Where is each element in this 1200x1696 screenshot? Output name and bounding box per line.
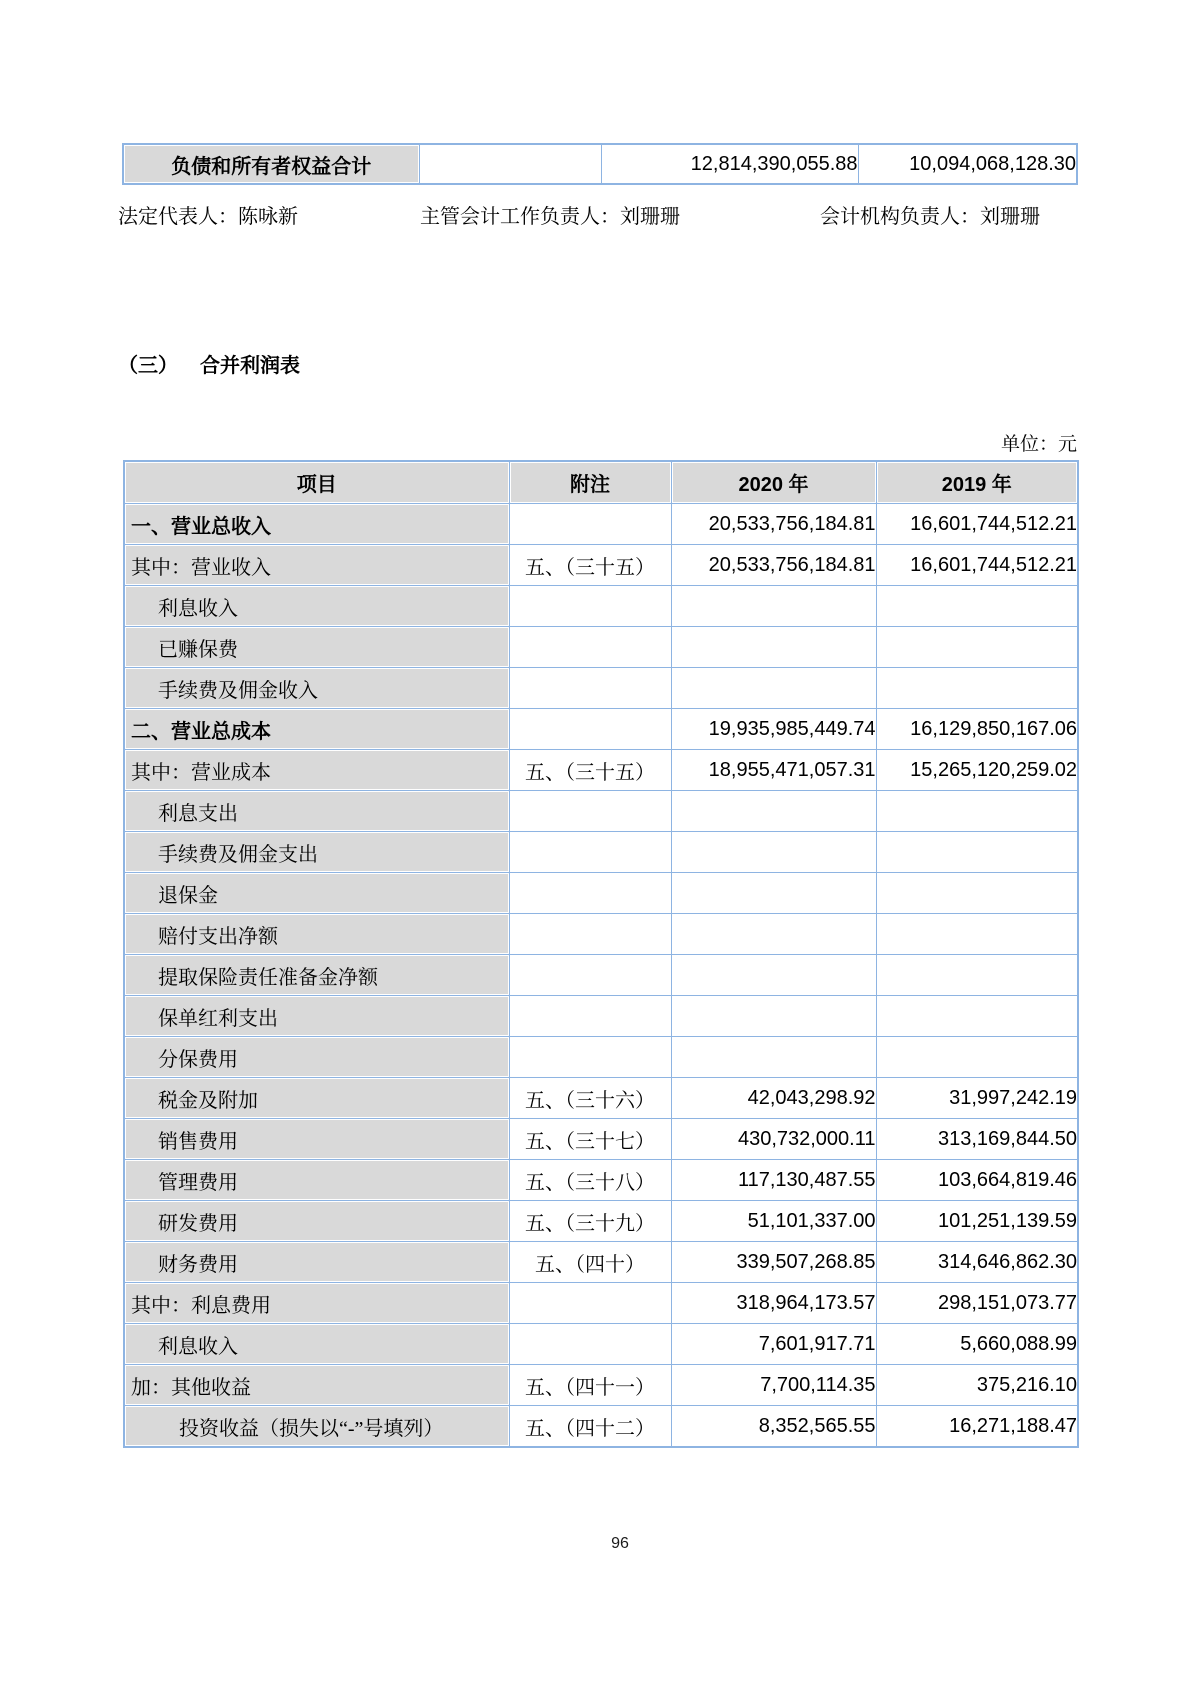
row-2019-value bbox=[876, 627, 1078, 668]
row-2019-value bbox=[876, 873, 1078, 914]
row-item-label: 二、营业总成本 bbox=[124, 709, 509, 750]
row-note bbox=[509, 873, 671, 914]
row-note: 五、（三十五） bbox=[509, 545, 671, 586]
row-note bbox=[509, 1324, 671, 1365]
income-statement-header-row bbox=[124, 461, 1078, 504]
row-note bbox=[509, 1283, 671, 1324]
row-2020-value bbox=[671, 914, 876, 955]
row-item-label: 已赚保费 bbox=[124, 627, 509, 668]
row-2019-value: 16,129,850,167.06 bbox=[876, 709, 1078, 750]
row-2019-value bbox=[876, 832, 1078, 873]
row-note bbox=[509, 627, 671, 668]
page-number: 96 bbox=[611, 1535, 629, 1552]
income-statement-row bbox=[124, 504, 1078, 545]
column-header-item: 项目 bbox=[124, 461, 509, 504]
row-2020-value: 318,964,173.57 bbox=[671, 1283, 876, 1324]
unit-label: 单位：元 bbox=[1000, 434, 1077, 455]
total-row-item: 负债和所有者权益合计 bbox=[123, 144, 419, 184]
row-item-label: 研发费用 bbox=[124, 1201, 509, 1242]
row-item-label: 加：其他收益 bbox=[124, 1365, 509, 1406]
income-statement-row bbox=[124, 545, 1078, 586]
row-note: 五、（三十五） bbox=[509, 750, 671, 791]
row-note bbox=[509, 504, 671, 545]
column-header-note: 附注 bbox=[509, 461, 671, 504]
row-2019-value bbox=[876, 668, 1078, 709]
row-note bbox=[509, 1037, 671, 1078]
income-statement-row bbox=[124, 709, 1078, 750]
row-note: 五、（四十二） bbox=[509, 1406, 671, 1448]
income-statement-row bbox=[124, 955, 1078, 996]
row-note bbox=[509, 996, 671, 1037]
row-2019-value bbox=[876, 914, 1078, 955]
row-2020-value bbox=[671, 791, 876, 832]
row-item-label: 分保费用 bbox=[124, 1037, 509, 1078]
income-statement-row bbox=[124, 668, 1078, 709]
row-2020-value: 51,101,337.00 bbox=[671, 1201, 876, 1242]
row-item-label: 手续费及佣金支出 bbox=[124, 832, 509, 873]
income-statement-row bbox=[124, 832, 1078, 873]
row-2020-value bbox=[671, 955, 876, 996]
total-row-2020-value: 12,814,390,055.88 bbox=[601, 144, 858, 184]
row-item-label: 税金及附加 bbox=[124, 1078, 509, 1119]
row-2020-value bbox=[671, 668, 876, 709]
row-2019-value: 16,601,744,512.21 bbox=[876, 504, 1078, 545]
row-2020-value: 339,507,268.85 bbox=[671, 1242, 876, 1283]
row-2020-value: 20,533,756,184.81 bbox=[671, 504, 876, 545]
row-2019-value: 31,997,242.19 bbox=[876, 1078, 1078, 1119]
row-2020-value: 42,043,298.92 bbox=[671, 1078, 876, 1119]
row-item-label: 赔付支出净额 bbox=[124, 914, 509, 955]
row-2020-value: 430,732,000.11 bbox=[671, 1119, 876, 1160]
income-statement-row bbox=[124, 1283, 1078, 1324]
income-statement-row bbox=[124, 996, 1078, 1037]
row-2020-value bbox=[671, 996, 876, 1037]
row-item-label: 保单红利支出 bbox=[124, 996, 509, 1037]
row-2019-value: 314,646,862.30 bbox=[876, 1242, 1078, 1283]
row-note bbox=[509, 709, 671, 750]
row-note bbox=[509, 586, 671, 627]
income-statement-row bbox=[124, 914, 1078, 955]
income-statement-row bbox=[124, 1119, 1078, 1160]
income-statement-row bbox=[124, 1078, 1078, 1119]
row-2019-value: 16,271,188.47 bbox=[876, 1406, 1078, 1448]
row-item-label: 管理费用 bbox=[124, 1160, 509, 1201]
row-2020-value: 20,533,756,184.81 bbox=[671, 545, 876, 586]
row-item-label: 投资收益（损失以“-”号填列） bbox=[124, 1406, 509, 1448]
row-2019-value bbox=[876, 996, 1078, 1037]
row-2020-value: 7,700,114.35 bbox=[671, 1365, 876, 1406]
row-note: 五、（三十七） bbox=[509, 1119, 671, 1160]
row-item-label: 其中：营业成本 bbox=[124, 750, 509, 791]
section-title-text: 合并利润表 bbox=[200, 355, 300, 377]
balance-sheet-total-row bbox=[123, 144, 1077, 184]
balance-sheet-total-table bbox=[122, 143, 1078, 185]
row-item-label: 利息收入 bbox=[124, 1324, 509, 1365]
column-header-2019: 2019 年 bbox=[876, 461, 1078, 504]
row-2019-value: 101,251,139.59 bbox=[876, 1201, 1078, 1242]
row-2019-value: 313,169,844.50 bbox=[876, 1119, 1078, 1160]
row-note: 五、（四十一） bbox=[509, 1365, 671, 1406]
row-2019-value: 5,660,088.99 bbox=[876, 1324, 1078, 1365]
row-note bbox=[509, 914, 671, 955]
column-header-2020: 2020 年 bbox=[671, 461, 876, 504]
income-statement-row bbox=[124, 873, 1078, 914]
row-2019-value: 16,601,744,512.21 bbox=[876, 545, 1078, 586]
row-2020-value: 8,352,565.55 bbox=[671, 1406, 876, 1448]
row-2019-value bbox=[876, 955, 1078, 996]
section-number: （三） bbox=[118, 355, 178, 377]
income-statement-row bbox=[124, 586, 1078, 627]
row-2020-value bbox=[671, 627, 876, 668]
row-note bbox=[509, 832, 671, 873]
row-2020-value: 18,955,471,057.31 bbox=[671, 750, 876, 791]
row-2019-value bbox=[876, 586, 1078, 627]
accounting-head-signature: 会计机构负责人：刘珊珊 bbox=[820, 206, 1040, 228]
row-2019-value bbox=[876, 1037, 1078, 1078]
row-2020-value bbox=[671, 832, 876, 873]
total-row-2019-value: 10,094,068,128.30 bbox=[858, 144, 1077, 184]
signature-line bbox=[0, 200, 1200, 226]
row-2020-value bbox=[671, 1037, 876, 1078]
income-statement-row bbox=[124, 1037, 1078, 1078]
income-statement-row bbox=[124, 627, 1078, 668]
row-note bbox=[509, 791, 671, 832]
row-item-label: 手续费及佣金收入 bbox=[124, 668, 509, 709]
row-2019-value: 298,151,073.77 bbox=[876, 1283, 1078, 1324]
income-statement-table bbox=[123, 460, 1079, 1448]
row-item-label: 一、营业总收入 bbox=[124, 504, 509, 545]
row-item-label: 销售费用 bbox=[124, 1119, 509, 1160]
row-note bbox=[509, 955, 671, 996]
section-title bbox=[118, 349, 300, 378]
row-2020-value: 19,935,985,449.74 bbox=[671, 709, 876, 750]
income-statement-row bbox=[124, 1160, 1078, 1201]
chief-accountant-signature: 主管会计工作负责人：刘珊珊 bbox=[420, 206, 680, 228]
row-2020-value: 117,130,487.55 bbox=[671, 1160, 876, 1201]
income-statement-row bbox=[124, 1242, 1078, 1283]
row-2020-value: 7,601,917.71 bbox=[671, 1324, 876, 1365]
row-item-label: 退保金 bbox=[124, 873, 509, 914]
row-item-label: 其中：营业收入 bbox=[124, 545, 509, 586]
row-note: 五、（四十） bbox=[509, 1242, 671, 1283]
row-2020-value bbox=[671, 873, 876, 914]
total-row-note bbox=[419, 144, 601, 184]
row-item-label: 财务费用 bbox=[124, 1242, 509, 1283]
row-item-label: 其中：利息费用 bbox=[124, 1283, 509, 1324]
row-note: 五、（三十六） bbox=[509, 1078, 671, 1119]
row-item-label: 利息支出 bbox=[124, 791, 509, 832]
legal-representative-signature: 法定代表人：陈咏新 bbox=[118, 206, 298, 228]
row-item-label: 提取保险责任准备金净额 bbox=[124, 955, 509, 996]
row-note: 五、（三十八） bbox=[509, 1160, 671, 1201]
income-statement-row bbox=[124, 750, 1078, 791]
row-2019-value: 103,664,819.46 bbox=[876, 1160, 1078, 1201]
row-2019-value: 15,265,120,259.02 bbox=[876, 750, 1078, 791]
row-2020-value bbox=[671, 586, 876, 627]
income-statement-row bbox=[124, 1406, 1078, 1448]
row-item-label: 利息收入 bbox=[124, 586, 509, 627]
row-2019-value bbox=[876, 791, 1078, 832]
income-statement-row bbox=[124, 1365, 1078, 1406]
row-2019-value: 375,216.10 bbox=[876, 1365, 1078, 1406]
row-note: 五、（三十九） bbox=[509, 1201, 671, 1242]
row-note bbox=[509, 668, 671, 709]
income-statement-row bbox=[124, 1324, 1078, 1365]
income-statement-row bbox=[124, 791, 1078, 832]
income-statement-row bbox=[124, 1201, 1078, 1242]
